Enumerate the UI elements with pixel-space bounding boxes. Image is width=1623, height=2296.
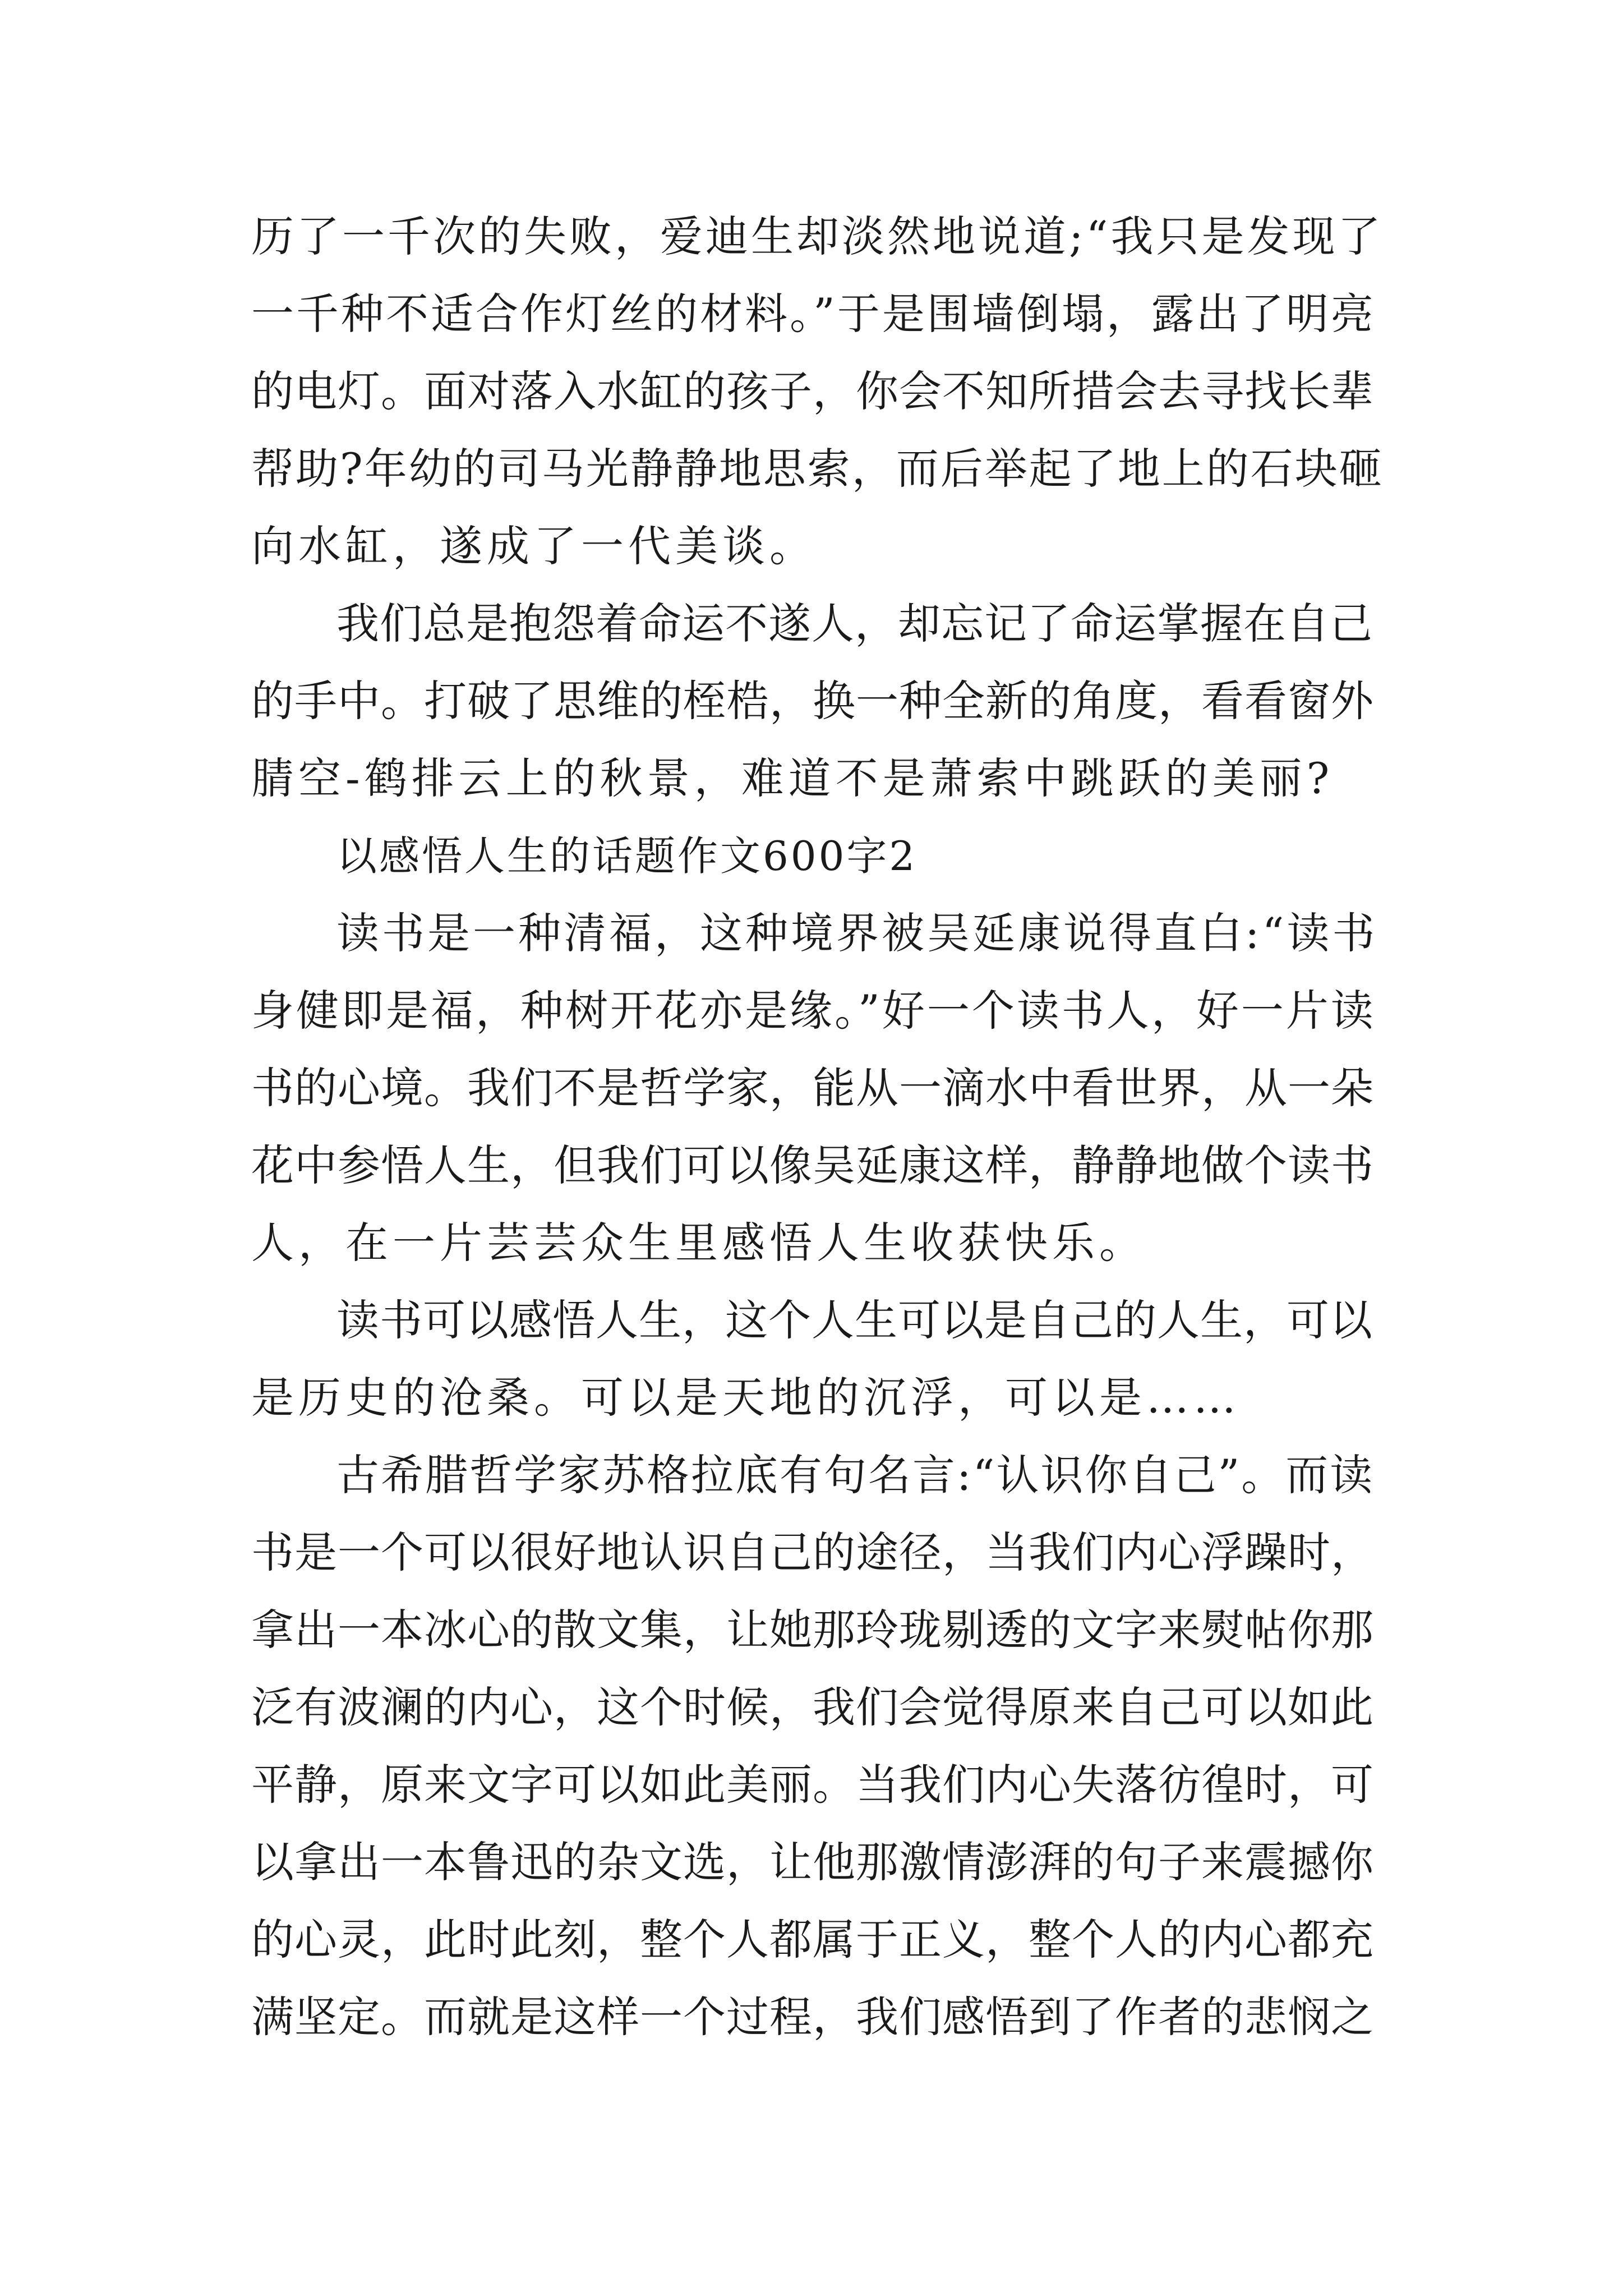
text-line: 帮助?年幼的司马光静静地思索，而后举起了地上的石块砸 bbox=[251, 444, 1384, 494]
text-line: 花中参悟人生，但我们可以像吴延康这样，静静地做个读书 bbox=[251, 1140, 1374, 1190]
text-line: 满坚定。而就是这样一个过程，我们感悟到了作者的悲悯之 bbox=[251, 1992, 1374, 2042]
text-line: 一千种不适合作灯丝的材料。”于是围墙倒塌，露出了明亮 bbox=[251, 289, 1376, 339]
text-line: 书是一个可以很好地认识自己的途径，当我们内心浮躁时， bbox=[251, 1527, 1374, 1577]
text-line: 是历史的沧桑。可以是天地的沉浮，可以是…… bbox=[251, 1373, 1241, 1423]
text-line: 的心灵，此时此刻，整个人都属于正义，整个人的内心都充 bbox=[251, 1915, 1374, 1964]
text-line: 拿出一本冰心的散文集，让她那玲珑剔透的文字来熨帖你那 bbox=[251, 1605, 1374, 1655]
text-line: 书的心境。我们不是哲学家，能从一滴水中看世界，从一朵 bbox=[251, 1063, 1374, 1113]
text-line: 向水缸，遂成了一代美谈。 bbox=[251, 521, 817, 571]
paragraph-start: 读书是一种清福，这种境界被吴延康说得直白:“读书 bbox=[336, 908, 1378, 958]
text-line: 历了一千次的失败，爱迪生却淡然地说道;“我只是发现了 bbox=[251, 211, 1384, 261]
paragraph-start: 古希腊哲学家苏格拉底有句名言:“认识你自己”。而读 bbox=[336, 1450, 1375, 1500]
text-line: 平静，原来文字可以如此美丽。当我们内心失落彷徨时，可 bbox=[251, 1760, 1374, 1810]
paragraph-start: 读书可以感悟人生，这个人生可以是自己的人生，可以 bbox=[336, 1295, 1373, 1345]
text-line: 以拿出一本鲁迅的杂文选，让他那激情澎湃的句子来震撼你 bbox=[251, 1837, 1374, 1887]
text-line: 人，在一片芸芸众生里感悟人生收获快乐。 bbox=[251, 1218, 1146, 1268]
text-line: 身健即是福，种树开花亦是缘。”好一个读书人，好一片读 bbox=[251, 986, 1376, 1036]
text-line: 腈空-鹤排云上的秋景，难道不是萧索中跳跃的美丽? bbox=[251, 753, 1334, 803]
section-heading: 以感悟人生的话题作文600字2 bbox=[336, 832, 917, 880]
text-line: 的电灯。面对落入水缸的孩子，你会不知所措会去寻找长辈 bbox=[251, 366, 1374, 416]
text-line: 的手中。打破了思维的桎梏，换一种全新的角度，看看窗外 bbox=[251, 676, 1374, 726]
paragraph-start: 我们总是抱怨着命运不遂人，却忘记了命运掌握在自己 bbox=[336, 599, 1373, 648]
text-line: 泛有波澜的内心，这个时候，我们会觉得原来自己可以如此 bbox=[251, 1682, 1374, 1732]
